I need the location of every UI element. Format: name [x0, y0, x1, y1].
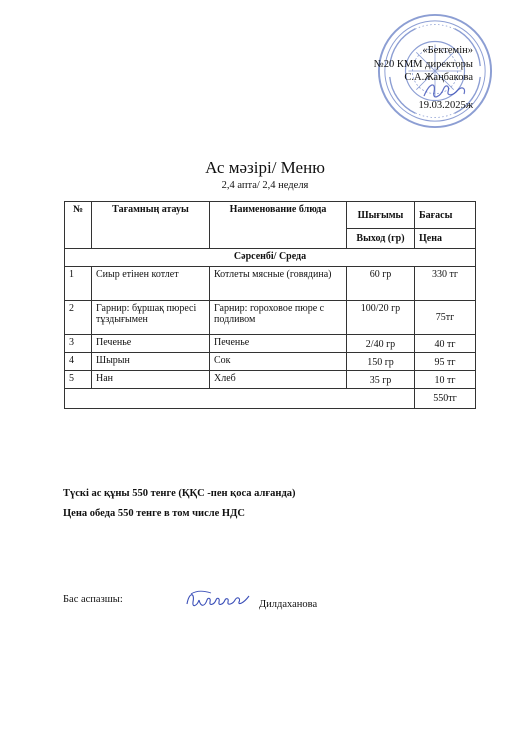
row-num: 1 [65, 267, 92, 301]
row-output: 35 гр [347, 371, 415, 389]
row-output: 100/20 гр [347, 301, 415, 335]
row-name-ru: Печенье [210, 335, 347, 353]
total-price: 550тг [415, 389, 476, 409]
row-name-kz: Сиыр етінен котлет [92, 267, 210, 301]
price-note-ru: Цена обеда 550 тенге в том числе НДС [63, 508, 245, 519]
day-row [65, 249, 476, 267]
page-title: Ас мәзірі/ Меню [205, 158, 325, 177]
row-name-kz: Нан [92, 371, 210, 389]
approval-line-1: «Бектемін» [422, 45, 473, 56]
director-signature-icon [420, 78, 470, 104]
table-row [65, 301, 476, 335]
header-output-kz: Шығымы [347, 202, 415, 229]
day-label: Сәрсенбі/ Среда [65, 249, 476, 267]
chef-label: Бас аспазшы: [63, 594, 123, 605]
header-output-ru: Выход (гр) [347, 229, 415, 249]
row-name-kz: Гарнир: бұршақ пюресі тұздығымен [92, 301, 210, 335]
row-num: 2 [65, 301, 92, 335]
header-name-kz: Тағамның атауы [92, 202, 210, 249]
table-row [65, 353, 476, 371]
total-row [65, 389, 476, 409]
row-name-kz: Шырын [92, 353, 210, 371]
page-subtitle: 2,4 апта/ 2,4 неделя [221, 180, 309, 191]
row-name-kz: Печенье [92, 335, 210, 353]
total-spacer [65, 389, 415, 409]
row-price: 40 тг [415, 335, 476, 353]
table-row [65, 335, 476, 353]
header-price-kz: Бағасы [415, 202, 476, 229]
row-price: 10 тг [415, 371, 476, 389]
menu-table [64, 201, 476, 409]
approval-date: 19.03.2025ж [418, 99, 473, 111]
row-output: 2/40 гр [347, 335, 415, 353]
row-name-ru: Гарнир: гороховое пюре с подливом [210, 301, 347, 335]
chef-signature-icon [183, 588, 253, 612]
row-num: 5 [65, 371, 92, 389]
approval-line-2: №20 КММ директоры [373, 58, 473, 70]
row-output: 150 гр [347, 353, 415, 371]
table-header-row [65, 202, 476, 229]
table-row [65, 371, 476, 389]
price-note-kz: Түскі ас құны 550 тенге (ҚҚС -пен қоса алғанда) [63, 488, 296, 499]
row-name-ru: Котлеты мясные (говядина) [210, 267, 347, 301]
row-name-ru: Сок [210, 353, 347, 371]
row-price: 75тг [415, 301, 476, 335]
chef-name: Дилдаханова [259, 599, 318, 610]
row-name-ru: Хлеб [210, 371, 347, 389]
header-price-ru: Цена [415, 229, 476, 249]
row-price: 95 тг [415, 353, 476, 371]
row-num: 4 [65, 353, 92, 371]
row-price: 330 тг [415, 267, 476, 301]
table-row [65, 267, 476, 301]
row-output: 60 гр [347, 267, 415, 301]
header-num: № [65, 202, 92, 249]
approval-line-3: С.А.Жаңбакова [404, 72, 473, 83]
row-num: 3 [65, 335, 92, 353]
header-name-ru: Наименование блюда [210, 202, 347, 249]
